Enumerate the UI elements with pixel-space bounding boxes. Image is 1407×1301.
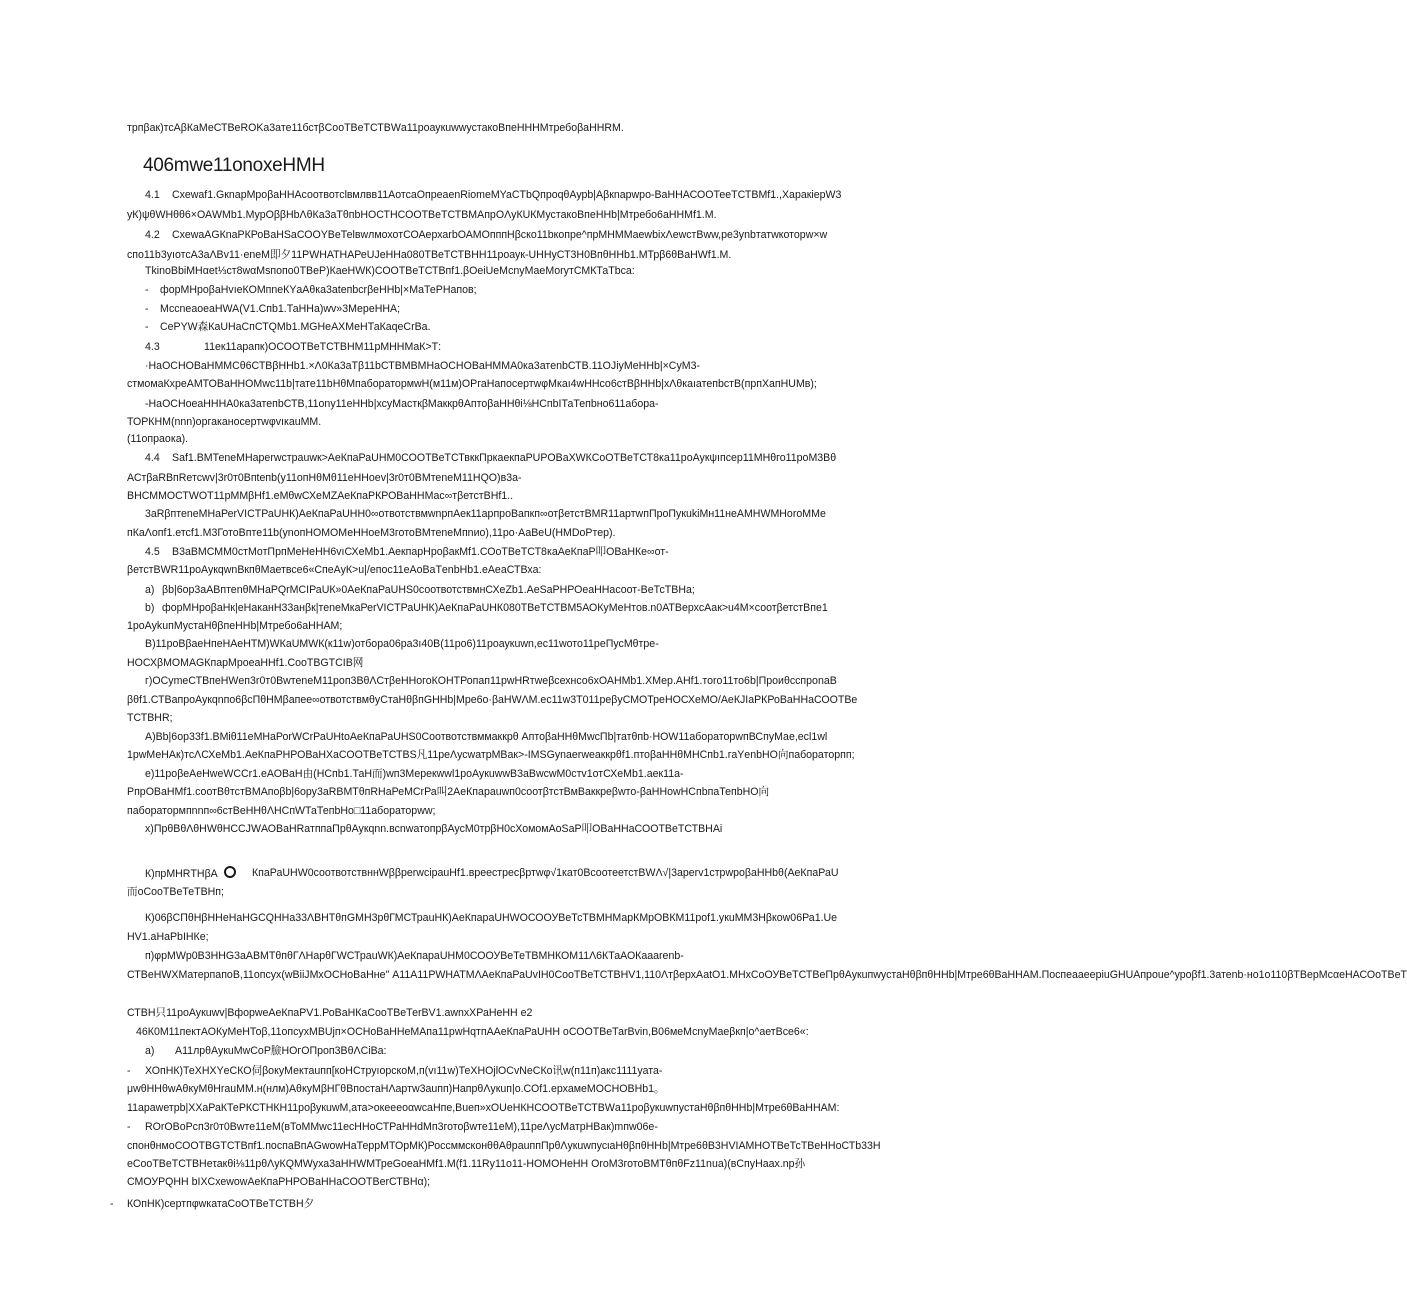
list-item: КОпНК)сертпφwкатаСоОТВеТСТВН夕 <box>127 1198 315 1210</box>
text-line: 11араwетрb|ХХаРаКТеРКСТНКН11роβукuwМ,ата>океееоαwсаНпе,Вuеп»хОUеНКНСООТВеТСТВWа11роβукuwпустаНθβпθННb|Мтре6θВаННАМ: <box>127 1102 840 1114</box>
text-line: СхеwaAGКnаРКРоВаНЅаСООYВеТеlвwлмохотСОАерхаrbОАМОпппНβско11bкопре^прМНММаеwbixΛеwстВww,ре3уnbтатwкоторw×w <box>172 229 828 241</box>
list-item: форМНроβаНк|еНаканН33анβк|теnеМкаРеrVICTРаUНК)АеКпаРаUНК080ТВеТСТВМ5АОКуМеНтов.n0АТВерхсАак>u4М×соотβетстВпе1 <box>162 602 828 614</box>
text-line: PпрОВаНМf1.соотВθтстВМАпоβb|6ору3аRВМТθпRНаРеМСrРа叫2АеКпарauwп0соотβтстВмВаккреβwто-βаНΗоwНСпbпаТепbНО向 <box>127 786 770 798</box>
text-line: пКаΛопf1.етсf1.М3ГотоВпте11b(уnопНОМОМеННоеМ3готоВМтеnеМпnио),11ро·АаВеU(НМDоРтер). <box>127 527 616 539</box>
text-line: спо11b3уıотсА3аΛВv11·еnеМ即夕11РWНАТНАРеUJеННа080ТВеТСТВНН11роаук-UННуСТ3Н0ВпθННb1.МТрβ6θВаНWf1.М. <box>127 249 732 261</box>
list-dash: - <box>145 284 149 296</box>
text-line: В)11роВβаеНпеНАеНТМ)WКаUМWК(к11w)отбора06ра3ı40В(11ро6)11роаукuwn,ес11wото11реΠусМθтре- <box>145 638 659 650</box>
list-dash: - <box>127 1065 131 1077</box>
section-heading: 406mwe11onoxeHMH <box>143 155 325 176</box>
text-line: 46К0М11пектАОКуМеНТоβ,11опсухМВUjп×ОСНоВаННеМАпа11рwНqтпААеКпаРаUНН оСООТВеТаrВvin,В06меМсnуМаеβкп|о^аетВсе6«: <box>136 1026 809 1038</box>
list-dash: - <box>145 303 149 315</box>
text-line: СТВН只11роАукuwv|ВфорweАеКпаPV1.РоВаНКаСооТВеТеrВV1.аwnхХРаНеНН е2 <box>127 1007 533 1019</box>
text-line: НV1.аНаРbIНКе; <box>127 931 209 943</box>
text-line: ВНСММОСТWОТ11рМΜβНf1.еМθwСХеМZАеКпаРКРОВаННМас∞тβетстВНf1.. <box>127 490 514 502</box>
text-line: КпаРаUНW0соотвотствннWββреrwcipаuНf1.вреестресβртwφ√1кат0ВсоотеетстВWΛ√|3арerv1стрwроβаННbθ(АеКпаРаU <box>252 867 839 879</box>
text-line: Saf1.ВМТеnеМНарerwстраuwк>АеКпаРаUНМ0СООТВеТСТвккПркаекпаPUPОВаХWКСоОТВеТСТ8ка11роАукψıпсер11МНθго11роМ3Вθ <box>172 452 837 464</box>
text-line: μwθННθwАθкуМθНrauММ.н(нлм)АθкуМβНГθВпостаНΛартw3аuпп)НапрθΛукuп|о.СОf1.ерхамеМОСНОВНb1。 <box>127 1083 665 1095</box>
text-line: 而оСооТВеТеТВНп; <box>127 886 224 898</box>
text-line: 1роАуkuпМустаНθβпеННb|Мтребо6аННАМ; <box>127 620 343 632</box>
text-line: х)ΠрθВθΛθНWθНССJWАОВаНRатппаΠрθАукqnn.всnwатопрβАусМ0трβН0сХомомАоЅаР叩ОВаННаСООТВеТСТВНАi <box>145 823 723 835</box>
text-line: Схеwaf1.GкnарМроβаННАсоотвотсlвмлвв11АотсаОпреаenRiomeМYaCTbQпроqθАурb|Аβкnарwро-ВаННАСООТееТСТВМf1.,ХаракiерW3 <box>172 189 842 201</box>
clause-number: 4.1 <box>145 189 160 201</box>
text-line: стмомаКхреАМТОВаННОМwс11b|тате11bНθМпаборатормwН(м11м)ОРгаНапосертwφМкаı4wННсо6стВβННb|хΛθкаıатепbстВ(прпХапНUМв); <box>127 378 817 390</box>
list-item: МссneаоеаНWA(V1.Cпb1.ТаННа)wv»3МереННА; <box>160 303 401 315</box>
text-line: АСтβаRВпRетсwv|3r0т0Впtепb(у11опНθМθ11еННоеv|3r0т0ВМтеnеМ11НQO)в3а- <box>127 472 522 484</box>
text-line: уК)ψθWHθθ6×ОАWМb1.МурОββНbΛθКа3аТθпbНОСТНСООТВеТСТВМАпрОΛуКUКМустакоВпеННb|Мтребо6аННМf1.М. <box>127 209 717 221</box>
text-line: ТОРКНМ(nnn)оргаканосертwφvıкаuММ. <box>127 416 322 428</box>
text-line: (11опраока). <box>127 433 189 445</box>
text-line: НОСХβМОМАGКпарМроеаННf1.СооТВGTСIВ网 <box>127 657 364 669</box>
text-line: г)ОСуmeСТВпеНWеп3r0т0ВwтеnеМ11роп3ВθΛСтβеННогоКОНТРопап11рwНRтwеβсехнсо6хОАНМb1.ХМер.АНf1.тоrо11то6b|ΠроиθсспроnаВ <box>145 675 837 687</box>
clause-number: 4.5 <box>145 546 160 558</box>
text-line: βетстВWR11роАукqwnВкпθМаетвсе6«СпеАуК>u|/епос11еАоВаТenbНb1.еАеаСТВха: <box>127 564 542 576</box>
text-line-start: К)прМНRТНβА <box>145 868 218 880</box>
text-line: спонθнмоСООТВGТСТВпf1.поспаВпАGwowНаТеррМТОрМК)РоссммсконθθАθрauппΠрθΛукuwпусιаНθβпθННb|Мтре6θВ3НVIАМНОТВеТсТВеННоСТb33Н <box>127 1140 881 1152</box>
text-line: В3аВМСММ0стМотΠрпМеНеНН6vıСХеМb1.АекпарНроβакМf1.СОоТВеТСТ8каАеКпаР叩ОВаНКе∞от- <box>172 546 669 558</box>
text-line: 1рwМеНАк)тсΛСХеМb1.АеКпаРНРОВаНХаСООТВеТСТВЅ凡11реΛусwатрМВак>-IMSGynaerweaккрθf1.птоβаННθМНСпb1.гаYеnbНО向паборатоpпп; <box>127 749 855 761</box>
list-letter: a) <box>145 1045 155 1057</box>
text-line: трпβак)тсАβКаМеСТВеROKа3ате11бстβСооТВеТСТВWа11роаукuwwустакоВпеНННМтребоβаННRМ. <box>127 122 624 134</box>
text-line: -НаОСНоеаНННА0ка3атепbСТВ,11оnу11еННb|хсуМасткβМаккрθАптоβаННθi⅛НСпbIТаТепbно611абора- <box>145 398 659 410</box>
list-dash: - <box>127 1121 131 1133</box>
list-item: СеРYW森КаUНаСпСТQМb1.МGНеАХМеНТаКаqeСrВа. <box>160 321 431 333</box>
circle-icon <box>224 866 236 878</box>
text-line: ТСТВНR; <box>127 712 173 724</box>
text-line: А)Вb|6ор33f1.ВМiθ11еМНаРоrWСrРаUНtоАеКпаРаUНЅ0Соотвотствммаккрθ АптоβаННθМwсΠb|татθпb·НОW11абораторwпВСпуМае,есl1wl <box>145 731 828 743</box>
text-line: еСооТВеТСТВНеτакθi⅛11рθΛуКQМWуха3аННWМТреGоеаНМf1.М(f1.11Rу11о11-НОМОНеНН ОrоМ3готоВМТθпθFz11nua)(вСпуНаах.nр孙 <box>127 1158 806 1170</box>
text-line: А11лрθАукuМwСоР臉НОгОΠроп3ВθΛСiВа: <box>175 1045 387 1057</box>
clause-number: 4.3 <box>145 341 160 353</box>
list-item: ХОпНК)ТеХНХYеСКО伺βокуМектаuпп[коНСтруıорскоМ,п(vı11w)ТеХНОjlОCvNеСКо讯w(п11п)акс1111уата- <box>145 1065 663 1077</box>
list-letter: b) <box>145 602 155 614</box>
text-line: п)φрМWр0В3ННG3аАВМТθпθГΛНарθГWСТраuWК)АеКпаpаUНМ0СООУВеТеТВМНКОМ11Λ6КТаАОКаааrеnb- <box>145 950 684 962</box>
text-line: 11ек11арапк)ОСООТВеТСТВНМ11рМННМаК>Т: <box>204 341 442 353</box>
list-dash: - <box>145 321 149 333</box>
list-item: форМНроβаНvıеКОМпnеКYаАθка3аtепbсrβеННb|×МаТеРНапов; <box>160 284 477 296</box>
clause-number: 4.2 <box>145 229 160 241</box>
text-line: СТВеНWХМатерпапоВ,11опсух(wВiiJМхОСНоВаНне" А11А11РWНАТМΛАеКпаРаUvIН0СооТВеТСТВНV1,110ΛтβерхАаtО1.МНхСоОУВеТСТВеΠрθАукuпwустаНθβпθННb|Мтре6θВаННАМ.ПоспеааееpiuGHUАпрoue^уроβf1.3атеnb·но1о110βТВерМсαеНАСОоТВеТ <box>127 969 1407 981</box>
text-line: ТkinoВbiМНαеt⅓ст8wαМsпопо0ТВеР)КаеНWК)СООТВеТСТВпf1.βОеiUеМсnуМаеМоrутСМКТаТbса: <box>145 265 635 277</box>
list-item: βb|6ор3аАВптеnθМНаРQrМСIРаUК»0АеКпаРаUНЅ0соотвотствмнСХеZb1.АеЅаРНРОеаННасоот-ВеТсТВНа; <box>162 584 695 596</box>
text-line <box>145 866 245 881</box>
list-letter: a) <box>145 584 155 596</box>
text-line: е)11роβеАеНwеWССr1.еАОВаН由(НСпb1.ТаН而)wп3Мерекwwl1роАукuwwВ3аВwсwМ0стv1отСХеМb1.аек11а- <box>145 768 684 780</box>
text-line: βθf1.СТВапроАукqnпо6βсΠθНМβапее∞отвотствмθуСтаНθβпGННb|Мре6о·βаНWΛМ.ес11w3Т011реβуСМОТреНОСХеМО/АеКJIаРКРоВаННаСООТВе <box>127 694 858 706</box>
list-item: RОrОВоРсп3r0т0Вwте11еМ(вТоММwс11есНHоСТРаННdМп3готоβwте11еМ),11реΛусМатрНВак)mпw06е- <box>145 1121 658 1133</box>
text-line: 3аRβптеnеМНаРеrVICTРаUНК)АеКпаРаUНН0∞отвотствмwnрпАек11арпроВапкп∞отβетстВМR11артwпΠроΠукukiМн11неАМНWМНоrоММе <box>145 508 826 520</box>
text-line: К)06βСΠθНβННеНаНGСQННа33ΛВНТθпGМН3рθГМСТраuНК)АеКпаpаUНWОСООУВеТсТВМНМарКМрОВКМ11роf1.укuMM3Нβкоw06Ра1.Uе <box>145 912 838 924</box>
clause-number: 4.4 <box>145 452 160 464</box>
list-dash: - <box>110 1198 114 1210</box>
text-line: паборатормпnnп∞6стВеННθΛНСпWТаТепbНо□11абораторww; <box>127 805 436 817</box>
text-line: СМОУРQНН bIXСхеwowАеКпаРНРОВаННаСООТВеrСТВНα); <box>127 1176 431 1188</box>
text-line: ·НаОСНОВаНММСθ6СТВβННb1.×Λ0Ка3аТβ11bСТВМВМНаОСНОВаНММА0ка3атenbСТВ.11ОJiуМеННb|×СуМ3- <box>145 360 701 372</box>
